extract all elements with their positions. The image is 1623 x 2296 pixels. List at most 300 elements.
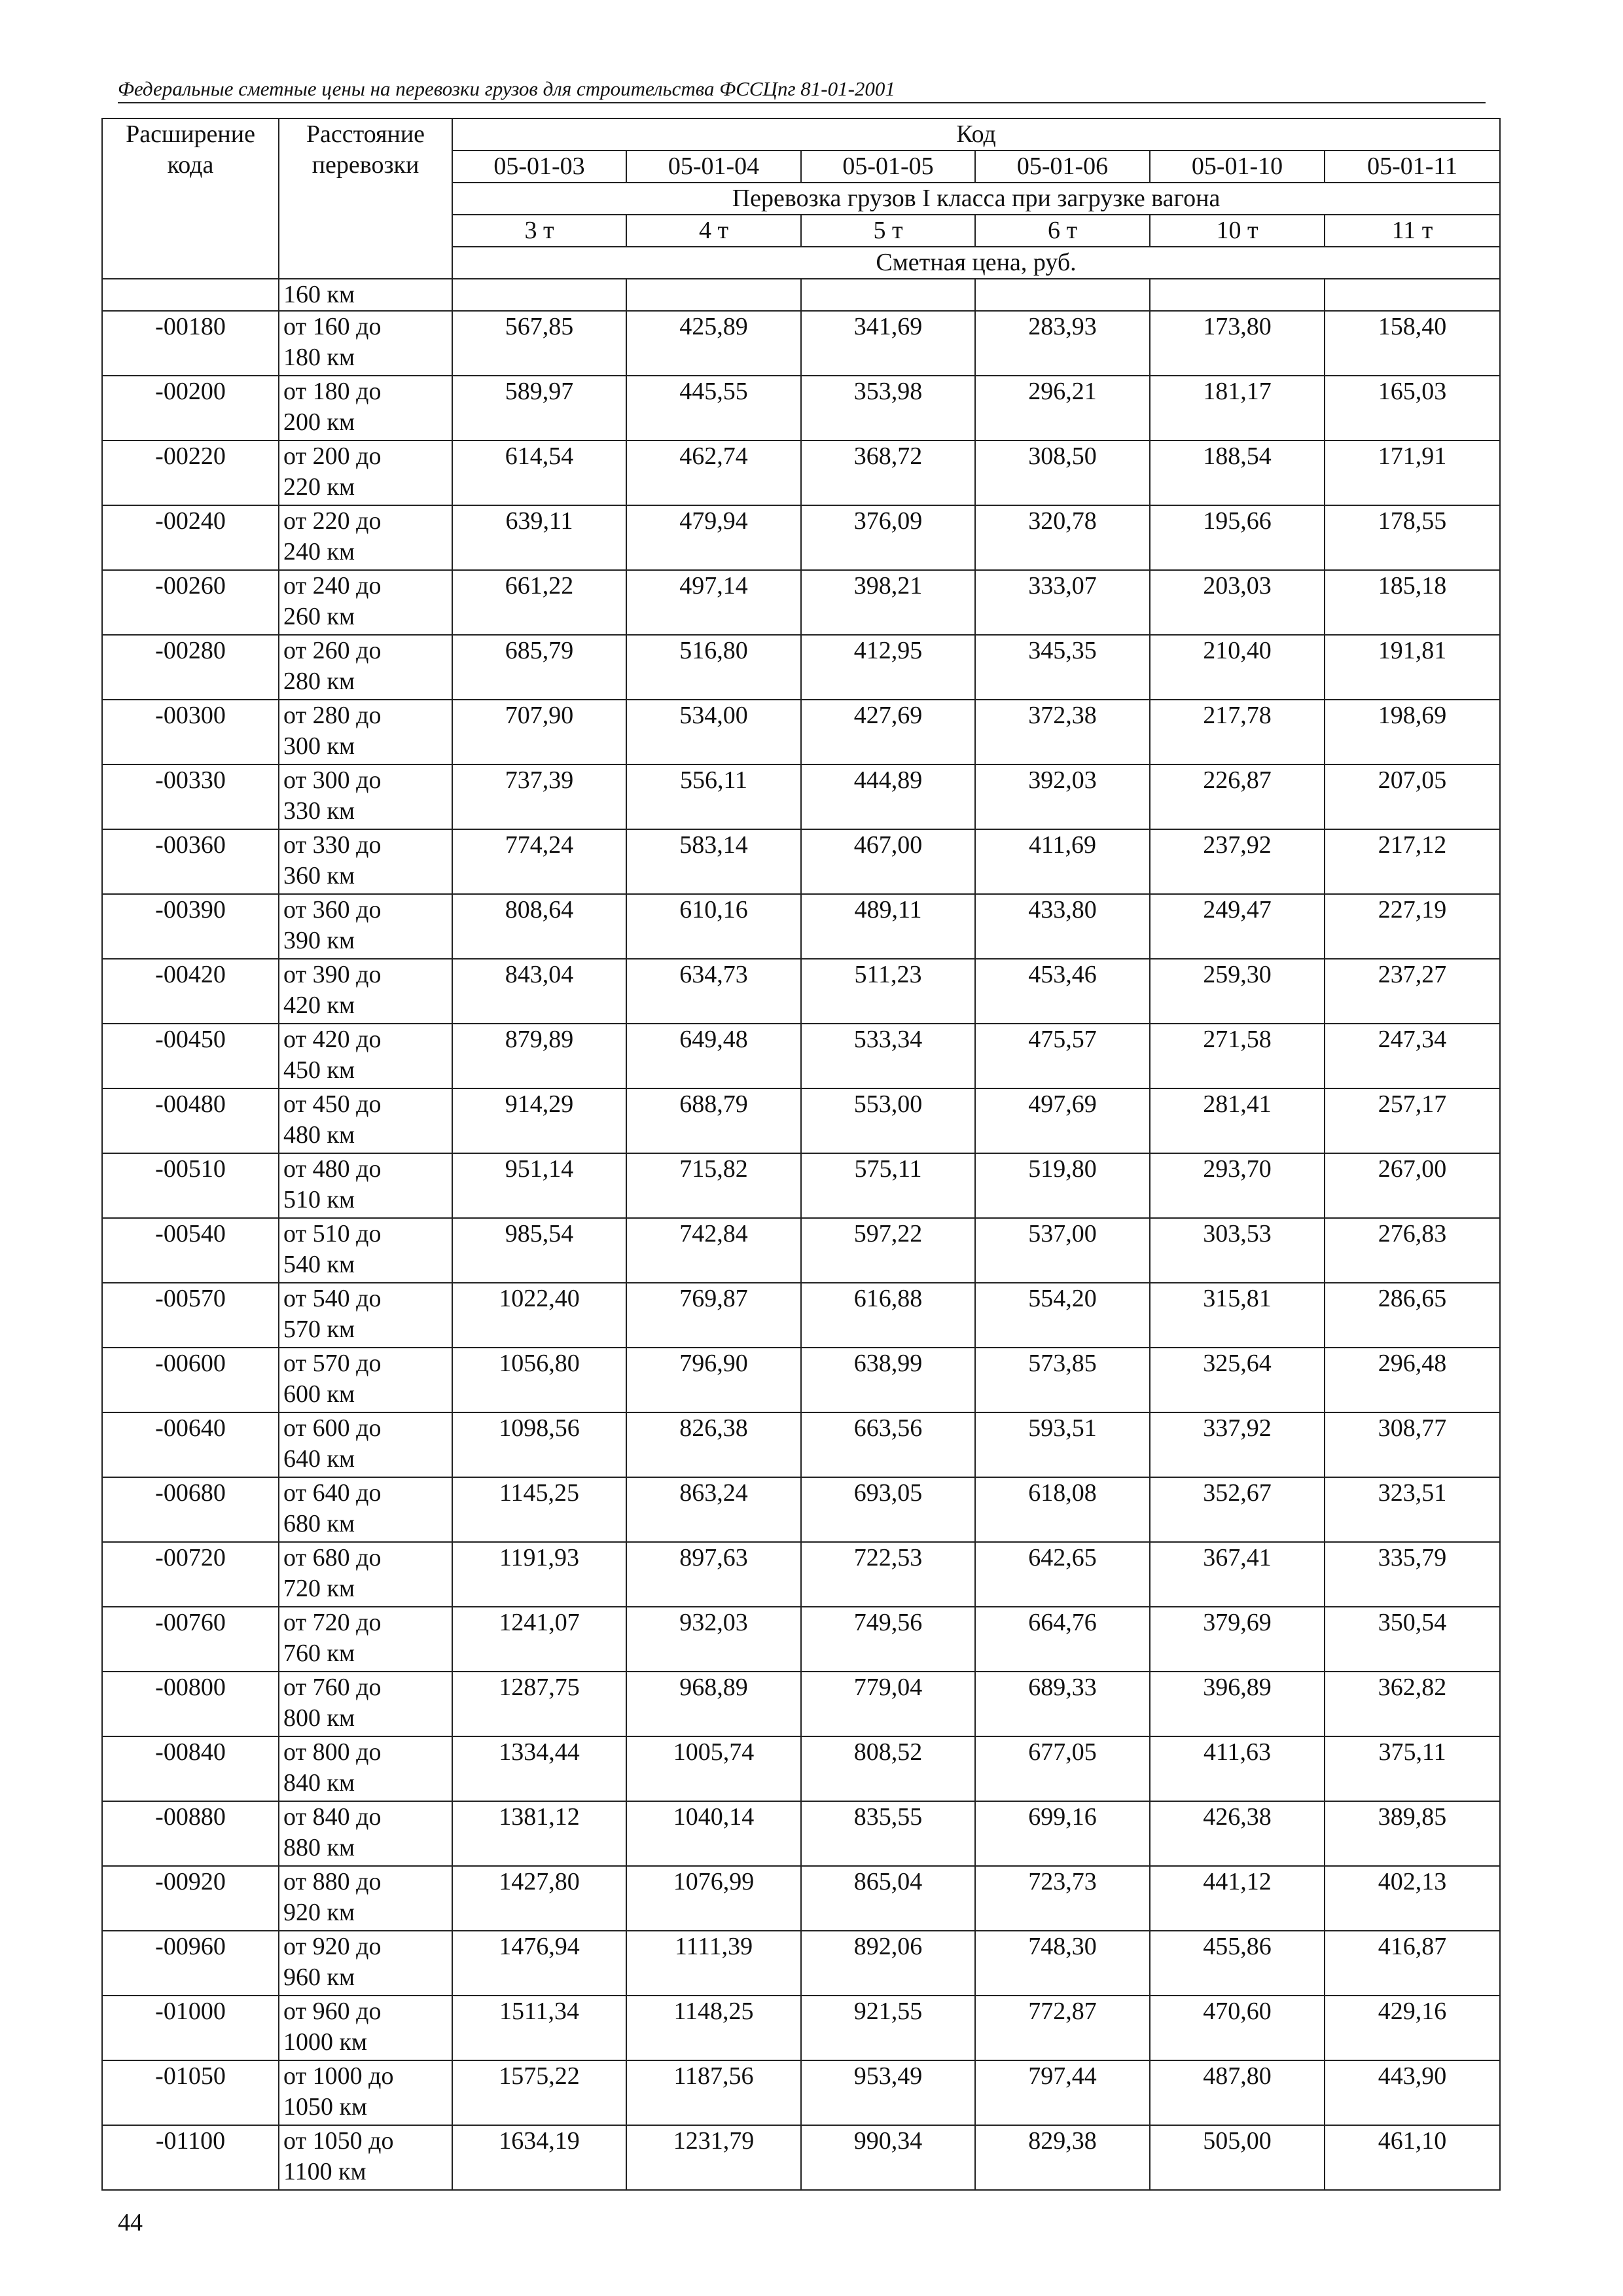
code-cell [102,279,279,311]
value-cell: 1022,40 [452,1283,626,1348]
distance-to: 300 км [283,732,355,760]
value-cell: 1040,14 [626,1801,801,1866]
value-cell: 293,70 [1150,1153,1325,1218]
value-cell [1150,279,1325,311]
value-cell: 1111,39 [626,1931,801,1996]
value-cell: 1005,74 [626,1736,801,1801]
code-cell: -00240 [102,505,279,570]
distance-from: от 260 до [283,637,382,664]
distance-to: 720 км [283,1575,355,1602]
value-cell [1325,279,1500,311]
table-row [102,311,1500,376]
value-cell: 953,49 [801,2060,975,2125]
distance-from: от 240 до [283,572,382,600]
header-extension-label: Расширение кода [126,120,255,179]
value-cell: 573,85 [975,1348,1150,1412]
value-cell: 772,87 [975,1996,1150,2060]
distance-to: 1100 км [283,2158,366,2185]
value-cell: 237,27 [1325,959,1500,1024]
header-extension [102,118,279,279]
value-cell: 315,81 [1150,1283,1325,1348]
distance-to: 240 км [283,538,355,565]
value-cell: 707,90 [452,700,626,764]
distance-to: 360 км [283,862,355,889]
header-rule [118,102,1486,103]
value-cell: 368,72 [801,440,975,505]
value-cell: 1241,07 [452,1607,626,1672]
value-cell: 863,24 [626,1477,801,1542]
value-cell: 634,73 [626,959,801,1024]
value-cell: 616,88 [801,1283,975,1348]
code-cell: -00330 [102,764,279,829]
distance-from: от 280 до [283,702,382,729]
value-cell: 227,19 [1325,894,1500,959]
table-row [102,279,1500,311]
value-cell: 769,87 [626,1283,801,1348]
value-cell: 353,98 [801,376,975,440]
value-cell: 352,67 [1150,1477,1325,1542]
value-cell: 379,69 [1150,1607,1325,1672]
value-cell: 1148,25 [626,1996,801,2060]
value-cell: 1187,56 [626,2060,801,2125]
value-cell: 335,79 [1325,1542,1500,1607]
value-cell: 932,03 [626,1607,801,1672]
value-cell [626,279,801,311]
value-cell: 475,57 [975,1024,1150,1088]
value-cell: 1098,56 [452,1412,626,1477]
code-cell: -00720 [102,1542,279,1607]
code-cell: -00760 [102,1607,279,1672]
value-cell: 362,82 [1325,1672,1500,1736]
distance-from: от 540 до [283,1285,382,1312]
distance-cell [279,2060,452,2125]
value-cell: 479,94 [626,505,801,570]
table-row [102,764,1500,829]
value-cell: 664,76 [975,1607,1150,1672]
value-cell: 425,89 [626,311,801,376]
value-cell: 663,56 [801,1412,975,1477]
distance-from: от 880 до [283,1868,382,1895]
value-cell: 1511,34 [452,1996,626,2060]
value-cell: 642,65 [975,1542,1150,1607]
code-cell: -00200 [102,376,279,440]
value-cell: 444,89 [801,764,975,829]
distance-cell [279,1801,452,1866]
value-cell [452,279,626,311]
value-cell: 553,00 [801,1088,975,1153]
table-row [102,1866,1500,1931]
distance-to: 330 км [283,797,355,825]
distance-cell [279,2125,452,2190]
value-cell: 879,89 [452,1024,626,1088]
distance-from: от 330 до [283,831,382,859]
table-row [102,505,1500,570]
value-cell: 774,24 [452,829,626,894]
value-cell: 797,44 [975,2060,1150,2125]
table-row [102,1672,1500,1736]
distance-cell [279,1672,452,1736]
value-cell: 1191,93 [452,1542,626,1607]
value-cell: 685,79 [452,635,626,700]
distance-from: от 480 до [283,1155,382,1183]
load-header-cell: 10 т [1150,215,1325,247]
distance-cell [279,311,452,376]
distance-cell [279,894,452,959]
code-cell: -00300 [102,700,279,764]
value-cell: 247,34 [1325,1024,1500,1088]
value-cell: 426,38 [1150,1801,1325,1866]
distance-cell [279,440,452,505]
value-cell: 575,11 [801,1153,975,1218]
value-cell: 593,51 [975,1412,1150,1477]
value-cell: 286,65 [1325,1283,1500,1348]
distance-from: от 420 до [283,1026,382,1053]
value-cell [801,279,975,311]
table-row [102,1348,1500,1412]
table-row [102,700,1500,764]
value-cell: 276,83 [1325,1218,1500,1283]
value-cell: 715,82 [626,1153,801,1218]
code-cell: -00360 [102,829,279,894]
distance-from: от 160 до [283,313,382,340]
load-header-cell: 4 т [626,215,801,247]
code-header-cell: 05-01-06 [975,151,1150,183]
distance-to: 840 км [283,1769,355,1797]
value-cell: 441,12 [1150,1866,1325,1931]
value-cell: 411,69 [975,829,1150,894]
distance-cell [279,1024,452,1088]
distance-cell [279,1153,452,1218]
code-cell: -00840 [102,1736,279,1801]
distance-to: 480 км [283,1121,355,1149]
page-number: 44 [118,2209,143,2236]
distance-cell [279,959,452,1024]
code-cell: -00480 [102,1088,279,1153]
load-header-cell: 11 т [1325,215,1500,247]
distance-cell [279,570,452,635]
distance-from: от 600 до [283,1414,382,1442]
distance-to: 450 км [283,1056,355,1084]
code-header-cell: 05-01-10 [1150,151,1325,183]
value-cell: 470,60 [1150,1996,1325,2060]
value-cell: 829,38 [975,2125,1150,2190]
value-cell [975,279,1150,311]
header-cargo-class: Перевозка грузов I класса при загрузке вагона [452,183,1500,215]
distance-from: от 840 до [283,1803,382,1831]
value-cell: 497,69 [975,1088,1150,1153]
value-cell: 171,91 [1325,440,1500,505]
value-cell: 203,03 [1150,570,1325,635]
distance-to: 800 км [283,1704,355,1732]
value-cell: 341,69 [801,311,975,376]
value-cell: 661,22 [452,570,626,635]
value-cell: 303,53 [1150,1218,1325,1283]
value-cell: 185,18 [1325,570,1500,635]
value-cell: 259,30 [1150,959,1325,1024]
value-cell: 516,80 [626,635,801,700]
code-cell: -00260 [102,570,279,635]
value-cell: 337,92 [1150,1412,1325,1477]
distance-to: 680 км [283,1510,355,1537]
table-row [102,1801,1500,1866]
distance-from: от 760 до [283,1674,382,1701]
value-cell: 207,05 [1325,764,1500,829]
value-cell: 1427,80 [452,1866,626,1931]
distance-cell [279,1283,452,1348]
distance-from: от 220 до [283,507,382,535]
code-header-cell: 05-01-05 [801,151,975,183]
value-cell: 323,51 [1325,1477,1500,1542]
distance-to: 510 км [283,1186,355,1213]
value-cell: 1476,94 [452,1931,626,1996]
value-cell: 990,34 [801,2125,975,2190]
table-row [102,1283,1500,1348]
value-cell: 583,14 [626,829,801,894]
value-cell: 367,41 [1150,1542,1325,1607]
distance-from: от 510 до [283,1220,382,1247]
load-header-cell: 3 т [452,215,626,247]
distance-cell [279,764,452,829]
code-cell: -00420 [102,959,279,1024]
value-cell: 453,46 [975,959,1150,1024]
running-header: Федеральные сметные цены на перевозки грузов для строительства ФССЦпг 81-01-2001 [118,77,895,100]
value-cell: 1145,25 [452,1477,626,1542]
value-cell: 639,11 [452,505,626,570]
value-cell: 433,80 [975,894,1150,959]
value-cell: 455,86 [1150,1931,1325,1996]
value-cell: 283,93 [975,311,1150,376]
distance-from: от 920 до [283,1933,382,1960]
value-cell: 689,33 [975,1672,1150,1736]
value-cell: 165,03 [1325,376,1500,440]
value-cell: 537,00 [975,1218,1150,1283]
value-cell: 345,35 [975,635,1150,700]
table-row [102,2125,1500,2190]
code-header-cell: 05-01-04 [626,151,801,183]
value-cell: 897,63 [626,1542,801,1607]
value-cell: 412,95 [801,635,975,700]
code-cell: -00450 [102,1024,279,1088]
header-distance [279,118,452,279]
value-cell: 722,53 [801,1542,975,1607]
distance-to: 880 км [283,1834,355,1861]
distance-cell [279,1477,452,1542]
distance-cell [279,376,452,440]
value-cell: 198,69 [1325,700,1500,764]
value-cell: 519,80 [975,1153,1150,1218]
value-cell: 181,17 [1150,376,1325,440]
value-cell: 534,00 [626,700,801,764]
table-row [102,1607,1500,1672]
table-row [102,1736,1500,1801]
value-cell: 320,78 [975,505,1150,570]
value-cell: 638,99 [801,1348,975,1412]
value-cell: 511,23 [801,959,975,1024]
distance-to: 600 км [283,1380,355,1408]
code-header-cell: 05-01-03 [452,151,626,183]
value-cell: 195,66 [1150,505,1325,570]
distance-cell [279,829,452,894]
code-cell: -00960 [102,1931,279,1996]
table-row [102,959,1500,1024]
table-row [102,635,1500,700]
distance-to: 920 км [283,1899,355,1926]
code-header-cell: 05-01-11 [1325,151,1500,183]
value-cell: 271,58 [1150,1024,1325,1088]
value-cell: 1381,12 [452,1801,626,1866]
distance-cell [279,1542,452,1607]
value-cell: 462,74 [626,440,801,505]
distance-from: от 200 до [283,442,382,470]
value-cell: 429,16 [1325,1996,1500,2060]
value-cell: 554,20 [975,1283,1150,1348]
load-header-cell: 6 т [975,215,1150,247]
value-cell: 589,97 [452,376,626,440]
distance-from: от 1050 до [283,2127,394,2155]
value-cell: 610,16 [626,894,801,959]
value-cell: 427,69 [801,700,975,764]
distance-to: 220 км [283,473,355,501]
value-cell: 693,05 [801,1477,975,1542]
value-cell: 237,92 [1150,829,1325,894]
value-cell: 461,10 [1325,2125,1500,2190]
value-cell: 921,55 [801,1996,975,2060]
code-cell: -00540 [102,1218,279,1283]
table-row [102,1996,1500,2060]
table-row [102,1218,1500,1283]
distance-to: 200 км [283,408,355,436]
table-row [102,829,1500,894]
price-table [101,118,1501,2191]
distance-to: 640 км [283,1445,355,1473]
value-cell: 416,87 [1325,1931,1500,1996]
table-row [102,894,1500,959]
value-cell: 699,16 [975,1801,1150,1866]
distance-cell [279,635,452,700]
table-row [102,1931,1500,1996]
value-cell: 217,78 [1150,700,1325,764]
value-cell: 1076,99 [626,1866,801,1931]
value-cell: 567,85 [452,311,626,376]
distance-cell [279,1607,452,1672]
value-cell: 158,40 [1325,311,1500,376]
table-row [102,1024,1500,1088]
value-cell: 835,55 [801,1801,975,1866]
value-cell: 1634,19 [452,2125,626,2190]
distance-to: 1050 км [283,2093,368,2121]
value-cell: 467,00 [801,829,975,894]
distance-to: 260 км [283,603,355,630]
code-cell: -00510 [102,1153,279,1218]
value-cell: 376,09 [801,505,975,570]
code-cell: -00920 [102,1866,279,1931]
value-cell: 188,54 [1150,440,1325,505]
value-cell: 556,11 [626,764,801,829]
distance-from: от 300 до [283,766,382,794]
table-row [102,2060,1500,2125]
table-row [102,1542,1500,1607]
code-cell: -01050 [102,2060,279,2125]
distance-to: 280 км [283,668,355,695]
distance-from: от 570 до [283,1350,382,1377]
value-cell: 308,77 [1325,1412,1500,1477]
code-cell: -01100 [102,2125,279,2190]
value-cell: 249,47 [1150,894,1325,959]
distance-cell [279,700,452,764]
value-cell: 257,17 [1325,1088,1500,1153]
value-cell: 1334,44 [452,1736,626,1801]
header-code: Код [452,118,1500,151]
value-cell: 533,34 [801,1024,975,1088]
load-header-cell: 5 т [801,215,975,247]
value-cell: 742,84 [626,1218,801,1283]
code-cell: -00220 [102,440,279,505]
value-cell: 1231,79 [626,2125,801,2190]
value-cell: 392,03 [975,764,1150,829]
distance-cell [279,1348,452,1412]
header-price: Сметная цена, руб. [452,247,1500,279]
value-cell: 296,21 [975,376,1150,440]
value-cell: 843,04 [452,959,626,1024]
value-cell: 497,14 [626,570,801,635]
code-cell: -00280 [102,635,279,700]
value-cell: 505,00 [1150,2125,1325,2190]
distance-from: от 680 до [283,1544,382,1571]
value-cell: 723,73 [975,1866,1150,1931]
value-cell: 372,38 [975,700,1150,764]
value-cell: 808,52 [801,1736,975,1801]
table-row [102,1477,1500,1542]
distance-to: 420 км [283,992,355,1019]
code-cell: -00570 [102,1283,279,1348]
value-cell: 487,80 [1150,2060,1325,2125]
distance-to: 570 км [283,1316,355,1343]
value-cell: 985,54 [452,1218,626,1283]
table-row [102,570,1500,635]
value-cell: 677,05 [975,1736,1150,1801]
value-cell: 796,90 [626,1348,801,1412]
distance-from: от 960 до [283,1998,382,2025]
code-cell: -00680 [102,1477,279,1542]
value-cell: 968,89 [626,1672,801,1736]
table-row [102,1153,1500,1218]
table-row [102,1412,1500,1477]
value-cell: 914,29 [452,1088,626,1153]
value-cell: 865,04 [801,1866,975,1931]
distance-from: от 390 до [283,961,382,988]
distance-cell: 160 км [279,279,452,311]
distance-from: от 720 до [283,1609,382,1636]
value-cell: 402,13 [1325,1866,1500,1931]
value-cell: 445,55 [626,376,801,440]
value-cell: 226,87 [1150,764,1325,829]
value-cell: 748,30 [975,1931,1150,1996]
value-cell: 217,12 [1325,829,1500,894]
value-cell: 737,39 [452,764,626,829]
distance-from: от 450 до [283,1090,382,1118]
distance-to: 540 км [283,1251,355,1278]
value-cell: 1287,75 [452,1672,626,1736]
value-cell: 649,48 [626,1024,801,1088]
header-distance-label: Расстояние перевозки [306,120,425,179]
value-cell: 308,50 [975,440,1150,505]
distance-cell [279,1218,452,1283]
distance-to: 180 км [283,344,355,371]
table-row [102,1088,1500,1153]
distance-from: от 180 до [283,378,382,405]
distance-cell [279,1866,452,1931]
distance-cell [279,1088,452,1153]
